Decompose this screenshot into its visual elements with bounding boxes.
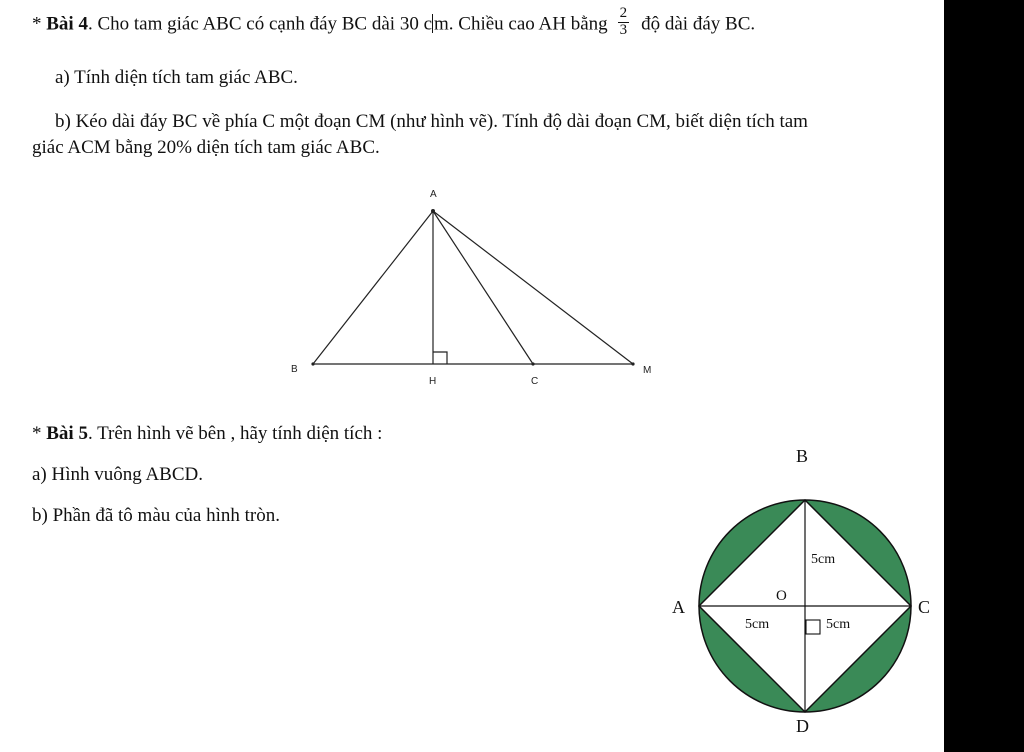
bai4-text-b: m. Chiều cao AH bằng	[434, 13, 608, 35]
bai4-label: Bài 4	[46, 13, 88, 35]
bai4-part-b-line1: b) Kéo dài đáy BC về phía C một đoạn CM (như hình vẽ). Tính độ dài đoạn CM, biết diện tích tam	[55, 111, 808, 132]
label-square-d: D	[796, 716, 809, 736]
fraction-numerator: 2	[619, 5, 628, 21]
bai4-part-a: a) Tính diện tích tam giác ABC.	[55, 67, 298, 88]
label-b: B	[291, 364, 298, 375]
point-c	[531, 362, 534, 365]
label-square-a: A	[672, 597, 685, 617]
bai4-text-a: . Cho tam giác ABC có cạnh đáy BC dài 30 c	[87, 13, 433, 35]
circle-square-figure	[660, 430, 944, 752]
bai4-star: *	[32, 13, 47, 35]
segment-ab	[313, 211, 433, 364]
point-m	[631, 362, 634, 365]
right-angle-mark-h	[433, 352, 447, 364]
fraction-denominator: 3	[619, 21, 628, 38]
label-h: H	[429, 376, 437, 387]
length-ao: 5cm	[745, 617, 770, 632]
right-black-bar	[944, 0, 1024, 752]
label-m: M	[643, 365, 652, 376]
bai4-part-b-line2: giác ACM bằng 20% diện tích tam giác ABC.	[32, 137, 380, 158]
bai5-part-b: b) Phần đã tô màu của hình tròn.	[32, 505, 281, 526]
bai5-part-a: a) Hình vuông ABCD.	[32, 464, 203, 485]
label-center-o: O	[776, 588, 787, 604]
bai4-text-c: độ dài đáy BC.	[641, 13, 756, 35]
bai5-label: Bài 5	[46, 423, 88, 444]
length-ob: 5cm	[811, 552, 836, 567]
bai5-star: *	[32, 423, 47, 444]
label-square-c: C	[918, 597, 931, 617]
bai5-statement	[32, 423, 382, 446]
segment-ac	[433, 211, 533, 364]
point-b	[311, 362, 314, 365]
segment-am	[433, 211, 633, 364]
length-oc: 5cm	[826, 617, 851, 632]
label-a: A	[430, 189, 437, 200]
label-c: C	[531, 376, 539, 387]
label-square-b: B	[796, 446, 809, 466]
bai5-text: . Trên hình vẽ bên , hãy tính diện tích :	[87, 423, 383, 444]
point-a	[431, 209, 435, 213]
